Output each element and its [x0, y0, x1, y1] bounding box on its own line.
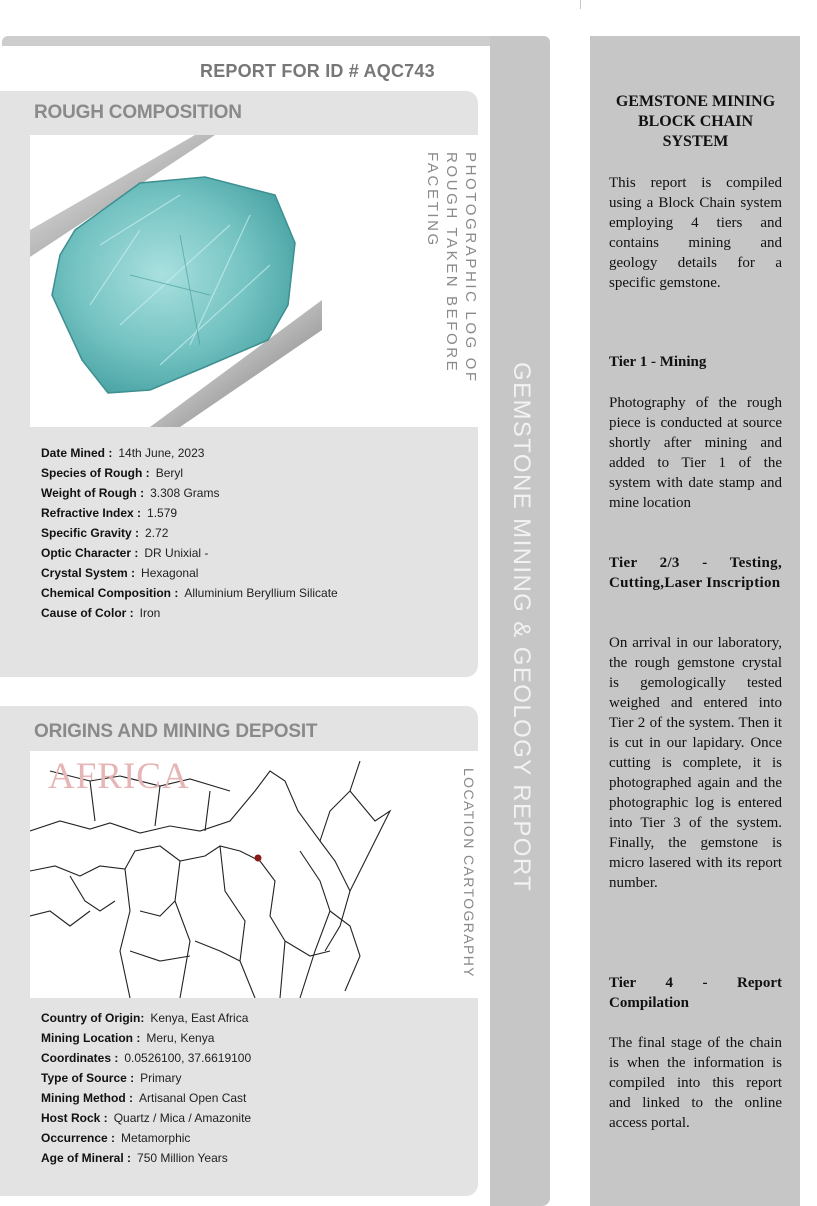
- tier23-heading: Tier 2/3 - Testing, Cutting,Laser Inscription: [609, 555, 782, 591]
- detail-row: [41, 543, 338, 563]
- info-title: GEMSTONE MINING BLOCK CHAIN SYSTEM: [615, 93, 776, 150]
- tier4-heading: Tier 4 - Report Compilation: [609, 975, 782, 1011]
- origin-details-list: [41, 1008, 251, 1168]
- detail-row: [41, 583, 338, 603]
- detail-row: [41, 603, 338, 623]
- tier1-text: Photography of the rough piece is conducted at source shortly after mining and added to Tier 1 of the system with date stamp and mine location: [609, 395, 782, 511]
- detail-label: Specific Gravity :: [41, 526, 140, 540]
- tier1-heading: Tier 1 - Mining: [609, 354, 707, 370]
- detail-label: Crystal System :: [41, 566, 136, 580]
- map-location-marker: [255, 855, 262, 862]
- detail-value: DR Unixial -: [144, 546, 209, 560]
- detail-row: [41, 463, 338, 483]
- detail-value: Metamorphic: [121, 1131, 191, 1145]
- tier4-text: The final stage of the chain is when the information is compiled into this report and linked to the online access portal.: [609, 1035, 782, 1131]
- detail-label: Host Rock :: [41, 1111, 108, 1125]
- detail-row: [41, 443, 338, 463]
- rough-photo-area: [30, 135, 478, 427]
- detail-value: Kenya, East Africa: [150, 1011, 249, 1025]
- detail-label: Optic Character :: [41, 546, 139, 560]
- detail-label: Chemical Composition :: [41, 586, 179, 600]
- detail-label: Mining Method :: [41, 1091, 133, 1105]
- detail-value: Artisanal Open Cast: [138, 1091, 247, 1105]
- map-caption: LOCATION CARTOGRAPHY: [461, 768, 477, 979]
- detail-value: 0.0526100, 37.6619100: [124, 1051, 252, 1065]
- detail-label: Mining Location :: [41, 1031, 141, 1045]
- detail-value: Hexagonal: [141, 566, 199, 580]
- top-strip: [2, 36, 550, 46]
- detail-label: Date Mined :: [41, 446, 113, 460]
- detail-label: Cause of Color :: [41, 606, 134, 620]
- detail-value: Primary: [140, 1071, 182, 1085]
- map-continent-label: AFRICA: [48, 756, 190, 797]
- vertical-report-title: GEMSTONE MINING & GEOLOGY REPORT: [508, 362, 535, 893]
- detail-value: 1.579: [147, 506, 178, 520]
- detail-label: Refractive Index :: [41, 506, 142, 520]
- detail-row: [41, 523, 338, 543]
- rough-details-list: [41, 443, 338, 623]
- origins-title: ORIGINS AND MINING DEPOSIT: [34, 721, 318, 742]
- detail-value: Alluminium Beryllium Silicate: [184, 586, 338, 600]
- rough-photo-caption: PHOTOGRAPHIC LOG OF ROUGH TAKEN BEFORE FACETING: [424, 152, 479, 384]
- detail-value: 3.308 Grams: [150, 486, 220, 500]
- detail-row: [41, 1008, 251, 1028]
- detail-row: [41, 1108, 251, 1128]
- detail-value: 14th June, 2023: [118, 446, 205, 460]
- detail-row: [41, 563, 338, 583]
- detail-label: Country of Origin:: [41, 1011, 145, 1025]
- detail-row: [41, 503, 338, 523]
- rough-composition-title: ROUGH COMPOSITION: [34, 102, 242, 123]
- detail-value: Iron: [139, 606, 161, 620]
- detail-label: Weight of Rough :: [41, 486, 145, 500]
- detail-row: [41, 1048, 251, 1068]
- report-id-title: REPORT FOR ID # AQC743: [200, 61, 435, 81]
- detail-row: [41, 483, 338, 503]
- detail-label: Species of Rough :: [41, 466, 150, 480]
- detail-row: [41, 1088, 251, 1108]
- location-map-area: [30, 751, 478, 998]
- detail-row: [41, 1128, 251, 1148]
- detail-value: 2.72: [145, 526, 169, 540]
- detail-label: Type of Source :: [41, 1071, 135, 1085]
- detail-label: Occurrence :: [41, 1131, 116, 1145]
- info-intro: This report is compiled using a Block Chain system employing 4 tiers and contains mining and geology details for a specific gemstone.: [609, 175, 782, 291]
- tier23-text: On arrival in our laboratory, the rough gemstone crystal is gemologically tested weighed and entered into Tier 2 of the system. Then it is cut in our lapidary. Once cutting is complete, it is photographed again and the photographic log is entered into Tier 3 of the system. Finally, the gemstone is micro lasered with its report number.: [609, 635, 782, 891]
- detail-value: Quartz / Mica / Amazonite: [113, 1111, 252, 1125]
- detail-value: Meru, Kenya: [146, 1031, 215, 1045]
- detail-row: [41, 1148, 251, 1168]
- top-divider-tick: [580, 0, 581, 9]
- detail-value: Beryl: [155, 466, 184, 480]
- detail-row: [41, 1028, 251, 1048]
- rough-crystal-photo: [30, 135, 322, 427]
- detail-row: [41, 1068, 251, 1088]
- detail-label: Age of Mineral :: [41, 1151, 132, 1165]
- detail-value: 750 Million Years: [137, 1151, 228, 1165]
- detail-label: Coordinates :: [41, 1051, 119, 1065]
